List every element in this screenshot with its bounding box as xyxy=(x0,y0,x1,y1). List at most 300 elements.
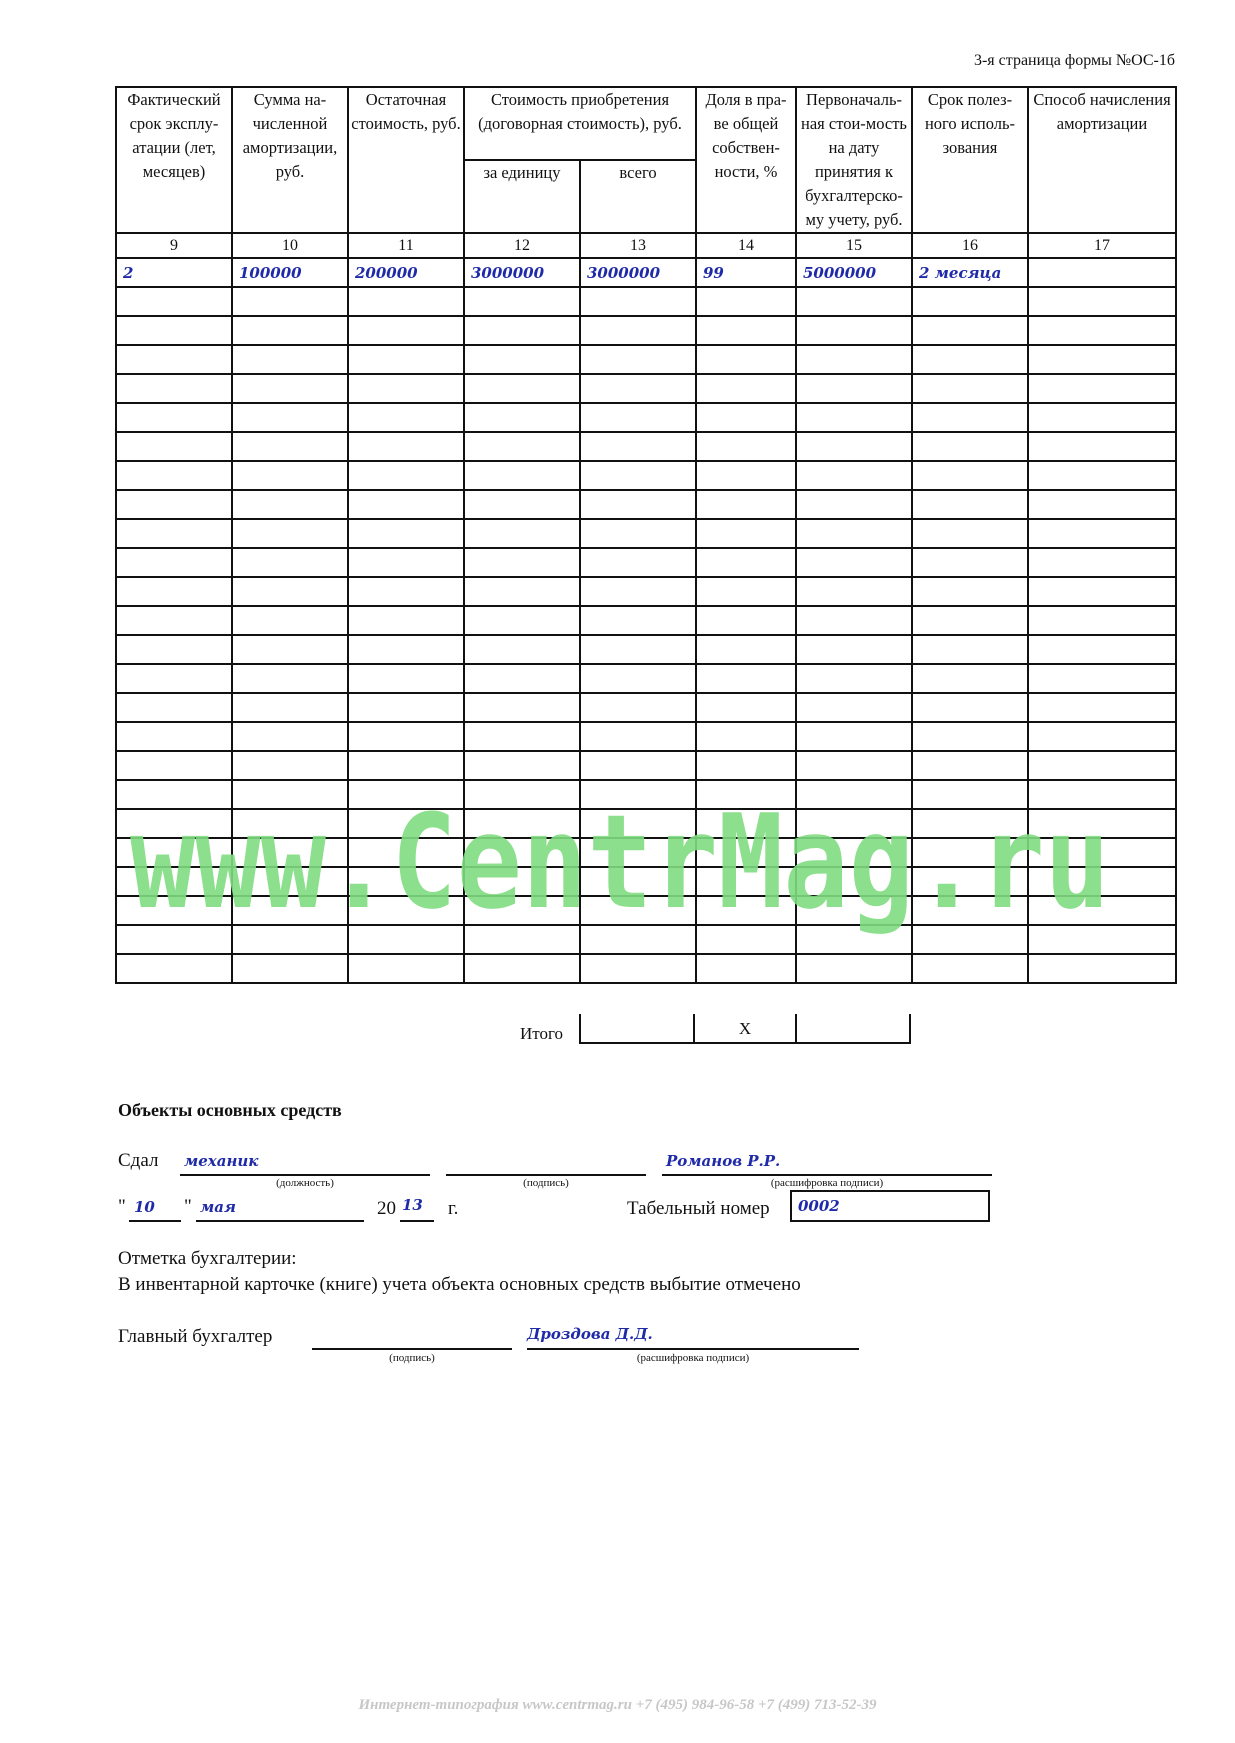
table-cell[interactable] xyxy=(1028,867,1176,896)
tab-number-value: 0002 xyxy=(798,1197,840,1215)
table-cell[interactable] xyxy=(464,838,580,867)
table-cell[interactable] xyxy=(116,548,232,577)
table-cell[interactable] xyxy=(796,780,912,809)
table-row xyxy=(116,751,1176,780)
table-cell[interactable] xyxy=(464,287,580,316)
table-cell[interactable] xyxy=(696,838,796,867)
table-cell[interactable] xyxy=(348,751,464,780)
table-cell[interactable] xyxy=(1028,316,1176,345)
table-cell[interactable] xyxy=(116,925,232,954)
cell-value: 2 месяца xyxy=(919,263,1002,282)
table-cell[interactable] xyxy=(696,606,796,635)
table-cell[interactable] xyxy=(232,316,348,345)
table-row xyxy=(116,287,1176,316)
table-cell[interactable] xyxy=(464,519,580,548)
chief-name-field[interactable] xyxy=(527,1322,859,1350)
table-cell[interactable] xyxy=(696,287,796,316)
table-cell[interactable] xyxy=(796,693,912,722)
col-number: 11 xyxy=(348,233,464,258)
table-cell[interactable] xyxy=(116,751,232,780)
table-cell[interactable] xyxy=(696,577,796,606)
table-cell[interactable] xyxy=(464,548,580,577)
year-prefix: 20 xyxy=(377,1198,396,1219)
table-row xyxy=(116,403,1176,432)
table-cell[interactable] xyxy=(116,693,232,722)
table-cell[interactable] xyxy=(348,258,464,287)
table-cell[interactable] xyxy=(348,577,464,606)
year-unit: г. xyxy=(448,1198,459,1219)
table-cell[interactable] xyxy=(232,287,348,316)
table-row xyxy=(116,867,1176,896)
table-cell[interactable] xyxy=(796,896,912,925)
table-cell[interactable] xyxy=(1028,693,1176,722)
table-cell[interactable] xyxy=(580,780,696,809)
table-cell[interactable] xyxy=(696,664,796,693)
chief-name-caption: (расшифровка подписи) xyxy=(636,1352,750,1364)
table-cell[interactable] xyxy=(1028,374,1176,403)
table-cell[interactable] xyxy=(232,577,348,606)
accounting-mark-text: В инвентарной карточке (книге) учета объекта основных средств выбытие отмечено xyxy=(118,1274,801,1295)
table-cell[interactable] xyxy=(1028,664,1176,693)
table-cell[interactable] xyxy=(796,867,912,896)
table-cell[interactable] xyxy=(696,374,796,403)
table-cell[interactable] xyxy=(796,432,912,461)
table-cell[interactable] xyxy=(580,577,696,606)
table-cell[interactable] xyxy=(912,287,1028,316)
table-cell[interactable] xyxy=(1028,258,1176,287)
footer: Интернет-типография www.centrmag.ru +7 (495) 984-96-58 +7 (499) 713-52-39 xyxy=(358,1697,877,1713)
table-cell[interactable] xyxy=(464,896,580,925)
cell-value: 200000 xyxy=(355,263,418,282)
table-cell[interactable] xyxy=(1028,490,1176,519)
table-cell[interactable] xyxy=(116,316,232,345)
table-cell[interactable] xyxy=(912,345,1028,374)
table-cell[interactable] xyxy=(912,693,1028,722)
table-cell[interactable] xyxy=(116,780,232,809)
table-cell[interactable] xyxy=(912,780,1028,809)
table-cell[interactable] xyxy=(796,287,912,316)
header-col-10: Сумма на-численной амортизации, руб. xyxy=(232,87,348,233)
table-cell[interactable] xyxy=(232,374,348,403)
name-caption: (расшифровка подписи) xyxy=(770,1177,884,1189)
table-cell[interactable] xyxy=(796,258,912,287)
table-cell[interactable] xyxy=(348,490,464,519)
name-value: Романов Р.Р. xyxy=(666,1152,781,1170)
table-cell[interactable] xyxy=(580,316,696,345)
table-cell[interactable] xyxy=(348,722,464,751)
table-cell[interactable] xyxy=(696,722,796,751)
col-number: 10 xyxy=(232,233,348,258)
table-cell[interactable] xyxy=(580,519,696,548)
header-col-16: Срок полез-ного исполь-зования xyxy=(912,87,1028,233)
day-field[interactable] xyxy=(129,1196,181,1222)
table-cell[interactable] xyxy=(580,287,696,316)
table-cell[interactable] xyxy=(348,519,464,548)
table-cell[interactable] xyxy=(580,461,696,490)
table-cell[interactable] xyxy=(912,896,1028,925)
table-cell[interactable] xyxy=(796,722,912,751)
table-cell[interactable] xyxy=(232,432,348,461)
chief-signature-field[interactable] xyxy=(312,1322,512,1350)
table-cell[interactable] xyxy=(796,519,912,548)
table-cell[interactable] xyxy=(1028,577,1176,606)
table-cell[interactable] xyxy=(580,925,696,954)
table-cell[interactable] xyxy=(580,258,696,287)
table-cell[interactable] xyxy=(1028,925,1176,954)
table-row xyxy=(116,461,1176,490)
table-cell[interactable] xyxy=(232,345,348,374)
table-cell[interactable] xyxy=(464,780,580,809)
table-row xyxy=(116,780,1176,809)
col-number: 13 xyxy=(580,233,696,258)
table-cell[interactable] xyxy=(580,490,696,519)
table-cell[interactable] xyxy=(232,751,348,780)
day-value: 10 xyxy=(134,1198,155,1216)
table-cell[interactable] xyxy=(348,374,464,403)
table-cell[interactable] xyxy=(116,403,232,432)
table-cell[interactable] xyxy=(796,838,912,867)
table-cell[interactable] xyxy=(232,693,348,722)
position-field[interactable] xyxy=(180,1150,430,1176)
table-cell[interactable] xyxy=(696,258,796,287)
table-cell[interactable] xyxy=(232,954,348,983)
cell-value: 2 xyxy=(123,263,134,282)
table-cell[interactable] xyxy=(796,577,912,606)
table-cell[interactable] xyxy=(348,838,464,867)
table-cell[interactable] xyxy=(116,461,232,490)
table-row xyxy=(116,316,1176,345)
table-cell[interactable] xyxy=(232,490,348,519)
table-row xyxy=(116,345,1176,374)
table-cell[interactable] xyxy=(912,548,1028,577)
table-cell[interactable] xyxy=(464,577,580,606)
table-cell[interactable] xyxy=(1028,548,1176,577)
table-cell[interactable] xyxy=(464,345,580,374)
table-cell[interactable] xyxy=(232,722,348,751)
table-cell[interactable] xyxy=(796,664,912,693)
col-number: 17 xyxy=(1028,233,1176,258)
table-cell[interactable] xyxy=(116,809,232,838)
table-cell[interactable] xyxy=(1028,635,1176,664)
table-cell[interactable] xyxy=(348,896,464,925)
year-field[interactable] xyxy=(400,1196,434,1222)
table-cell[interactable] xyxy=(580,809,696,838)
total-cell-13[interactable] xyxy=(579,1014,695,1044)
chief-signature-caption: (подпись) xyxy=(389,1352,435,1364)
header-col-12-13: Стоимость приобретения (договорная стоимость), руб. xyxy=(464,87,696,160)
table-cell[interactable] xyxy=(464,751,580,780)
table-cell[interactable] xyxy=(348,461,464,490)
table-cell[interactable] xyxy=(232,258,348,287)
table-cell[interactable] xyxy=(580,867,696,896)
chief-accountant-label: Главный бухгалтер xyxy=(118,1326,273,1347)
table-cell[interactable] xyxy=(580,838,696,867)
table-cell[interactable] xyxy=(1028,896,1176,925)
table-cell[interactable] xyxy=(348,287,464,316)
table-cell[interactable] xyxy=(116,664,232,693)
table-cell[interactable] xyxy=(348,867,464,896)
table-cell[interactable] xyxy=(1028,345,1176,374)
table-cell[interactable] xyxy=(696,461,796,490)
table-cell[interactable] xyxy=(912,635,1028,664)
table-cell[interactable] xyxy=(696,809,796,838)
col-number: 16 xyxy=(912,233,1028,258)
table-cell[interactable] xyxy=(232,925,348,954)
total-cell-15[interactable] xyxy=(795,1014,911,1044)
month-field[interactable] xyxy=(196,1196,364,1222)
table-cell[interactable] xyxy=(580,403,696,432)
table-cell[interactable] xyxy=(912,577,1028,606)
table-cell[interactable] xyxy=(696,751,796,780)
table-cell[interactable] xyxy=(1028,722,1176,751)
col-number: 9 xyxy=(116,233,232,258)
table-cell[interactable] xyxy=(580,896,696,925)
table-cell[interactable] xyxy=(116,490,232,519)
quote-close: " xyxy=(184,1196,192,1217)
table-row xyxy=(116,635,1176,664)
table-cell[interactable] xyxy=(348,809,464,838)
table-cell[interactable] xyxy=(232,635,348,664)
table-cell[interactable] xyxy=(796,461,912,490)
table-cell[interactable] xyxy=(796,490,912,519)
table-cell[interactable] xyxy=(1028,838,1176,867)
table-cell[interactable] xyxy=(116,577,232,606)
table-cell[interactable] xyxy=(348,345,464,374)
table-cell[interactable] xyxy=(580,606,696,635)
table-cell[interactable] xyxy=(796,809,912,838)
table-cell[interactable] xyxy=(116,432,232,461)
table-cell[interactable] xyxy=(580,954,696,983)
table-cell[interactable] xyxy=(348,432,464,461)
table-cell[interactable] xyxy=(696,432,796,461)
table-cell[interactable] xyxy=(580,548,696,577)
table-cell[interactable] xyxy=(1028,403,1176,432)
table-cell[interactable] xyxy=(348,635,464,664)
table-cell[interactable] xyxy=(464,432,580,461)
table-cell[interactable] xyxy=(116,954,232,983)
table-cell[interactable] xyxy=(912,954,1028,983)
table-cell[interactable] xyxy=(348,780,464,809)
table-cell[interactable] xyxy=(912,432,1028,461)
table-cell[interactable] xyxy=(464,925,580,954)
table-row xyxy=(116,258,1176,287)
table-cell[interactable] xyxy=(696,490,796,519)
table-cell[interactable] xyxy=(796,635,912,664)
table-cell[interactable] xyxy=(348,548,464,577)
table-cell[interactable] xyxy=(580,635,696,664)
table-row xyxy=(116,838,1176,867)
position-value: механик xyxy=(184,1152,259,1170)
header-col-13: всего xyxy=(580,160,696,233)
table-cell[interactable] xyxy=(232,809,348,838)
table-cell[interactable] xyxy=(912,664,1028,693)
table-cell[interactable] xyxy=(796,316,912,345)
table-cell[interactable] xyxy=(1028,809,1176,838)
table-cell[interactable] xyxy=(348,954,464,983)
table-cell[interactable] xyxy=(464,954,580,983)
table-cell[interactable] xyxy=(232,461,348,490)
table-cell[interactable] xyxy=(1028,461,1176,490)
table-cell[interactable] xyxy=(464,635,580,664)
table-row xyxy=(116,548,1176,577)
table-cell[interactable] xyxy=(912,809,1028,838)
table-row xyxy=(116,664,1176,693)
table-cell[interactable] xyxy=(348,403,464,432)
table-cell[interactable] xyxy=(696,925,796,954)
name-field[interactable] xyxy=(662,1150,992,1176)
table-cell[interactable] xyxy=(1028,519,1176,548)
table-cell[interactable] xyxy=(464,809,580,838)
table-cell[interactable] xyxy=(1028,751,1176,780)
table-cell[interactable] xyxy=(464,316,580,345)
total-cell-14: Х xyxy=(695,1014,795,1044)
cell-value: 3000000 xyxy=(471,263,545,282)
table-cell[interactable] xyxy=(232,867,348,896)
table-cell[interactable] xyxy=(796,606,912,635)
tab-number-label: Табельный номер xyxy=(627,1198,770,1219)
table-cell[interactable] xyxy=(1028,606,1176,635)
table-row xyxy=(116,809,1176,838)
table-cell[interactable] xyxy=(912,838,1028,867)
table-cell[interactable] xyxy=(696,548,796,577)
table-cell[interactable] xyxy=(912,316,1028,345)
table-cell[interactable] xyxy=(696,780,796,809)
table-cell[interactable] xyxy=(912,722,1028,751)
table-cell[interactable] xyxy=(116,722,232,751)
table-cell[interactable] xyxy=(232,896,348,925)
table-row xyxy=(116,722,1176,751)
table-cell[interactable] xyxy=(232,519,348,548)
table-cell[interactable] xyxy=(232,548,348,577)
table-cell[interactable] xyxy=(796,925,912,954)
table-cell[interactable] xyxy=(464,258,580,287)
cell-value: 100000 xyxy=(239,263,302,282)
table-cell[interactable] xyxy=(912,258,1028,287)
table-cell[interactable] xyxy=(580,751,696,780)
table-cell[interactable] xyxy=(464,664,580,693)
table-cell[interactable] xyxy=(348,316,464,345)
table-cell[interactable] xyxy=(580,374,696,403)
table-cell[interactable] xyxy=(796,751,912,780)
table-row xyxy=(116,374,1176,403)
table-cell[interactable] xyxy=(116,345,232,374)
table-cell[interactable] xyxy=(464,606,580,635)
depreciation-table xyxy=(115,86,1177,984)
table-cell[interactable] xyxy=(232,780,348,809)
table-cell[interactable] xyxy=(116,287,232,316)
section-title: Объекты основных средств xyxy=(118,1100,342,1120)
table-cell[interactable] xyxy=(1028,287,1176,316)
table-cell[interactable] xyxy=(464,461,580,490)
table-cell[interactable] xyxy=(116,519,232,548)
table-cell[interactable] xyxy=(912,374,1028,403)
signature-caption: (подпись) xyxy=(523,1177,569,1189)
table-cell[interactable] xyxy=(912,461,1028,490)
watermark-text: www.CentrMag.ru xyxy=(130,786,1110,938)
table-cell[interactable] xyxy=(696,403,796,432)
col-number: 15 xyxy=(796,233,912,258)
table-cell[interactable] xyxy=(912,519,1028,548)
table-cell[interactable] xyxy=(696,896,796,925)
table-cell[interactable] xyxy=(464,867,580,896)
table-cell[interactable] xyxy=(912,751,1028,780)
table-cell[interactable] xyxy=(116,374,232,403)
position-caption: (должность) xyxy=(276,1177,334,1189)
header-col-12: за единицу xyxy=(464,160,580,233)
table-cell[interactable] xyxy=(580,722,696,751)
signature-field[interactable] xyxy=(446,1150,646,1176)
header-col-9: Фактический срок эксплу-атации (лет, месяцев) xyxy=(116,87,232,233)
table-cell[interactable] xyxy=(1028,954,1176,983)
table-cell[interactable] xyxy=(796,548,912,577)
table-cell[interactable] xyxy=(696,635,796,664)
table-cell[interactable] xyxy=(348,925,464,954)
table-row xyxy=(116,606,1176,635)
col-number: 12 xyxy=(464,233,580,258)
table-cell[interactable] xyxy=(464,722,580,751)
table-cell[interactable] xyxy=(580,345,696,374)
table-row xyxy=(116,896,1176,925)
table-cell[interactable] xyxy=(116,867,232,896)
col-number: 14 xyxy=(696,233,796,258)
table-cell[interactable] xyxy=(232,606,348,635)
table-cell[interactable] xyxy=(116,606,232,635)
table-cell[interactable] xyxy=(464,693,580,722)
table-cell[interactable] xyxy=(348,693,464,722)
total-label: Итого xyxy=(520,1024,564,1043)
table-cell[interactable] xyxy=(912,867,1028,896)
table-cell[interactable] xyxy=(796,374,912,403)
table-cell[interactable] xyxy=(232,403,348,432)
table-cell[interactable] xyxy=(348,664,464,693)
table-cell[interactable] xyxy=(348,606,464,635)
table-cell[interactable] xyxy=(696,867,796,896)
table-cell[interactable] xyxy=(696,519,796,548)
table-cell[interactable] xyxy=(1028,432,1176,461)
table-cell[interactable] xyxy=(912,403,1028,432)
table-cell[interactable] xyxy=(912,490,1028,519)
table-cell[interactable] xyxy=(464,490,580,519)
table-cell[interactable] xyxy=(912,925,1028,954)
table-cell[interactable] xyxy=(232,838,348,867)
table-cell[interactable] xyxy=(580,693,696,722)
header-col-17: Способ начисления амортизации xyxy=(1028,87,1176,233)
table-cell[interactable] xyxy=(116,896,232,925)
table-cell[interactable] xyxy=(696,954,796,983)
table-cell[interactable] xyxy=(696,345,796,374)
table-cell[interactable] xyxy=(796,403,912,432)
table-cell[interactable] xyxy=(116,258,232,287)
table-cell[interactable] xyxy=(696,316,796,345)
table-cell[interactable] xyxy=(912,606,1028,635)
cell-value: 5000000 xyxy=(803,263,877,282)
table-cell[interactable] xyxy=(232,664,348,693)
table-cell[interactable] xyxy=(696,693,796,722)
table-row xyxy=(116,925,1176,954)
tab-number-field[interactable] xyxy=(790,1190,990,1222)
table-cell[interactable] xyxy=(464,403,580,432)
table-row xyxy=(116,519,1176,548)
table-cell[interactable] xyxy=(1028,780,1176,809)
table-cell[interactable] xyxy=(580,432,696,461)
table-cell[interactable] xyxy=(464,374,580,403)
table-cell[interactable] xyxy=(796,954,912,983)
cell-value: 3000000 xyxy=(587,263,661,282)
table-cell[interactable] xyxy=(580,664,696,693)
table-cell[interactable] xyxy=(796,345,912,374)
table-cell[interactable] xyxy=(116,838,232,867)
table-cell[interactable] xyxy=(116,635,232,664)
